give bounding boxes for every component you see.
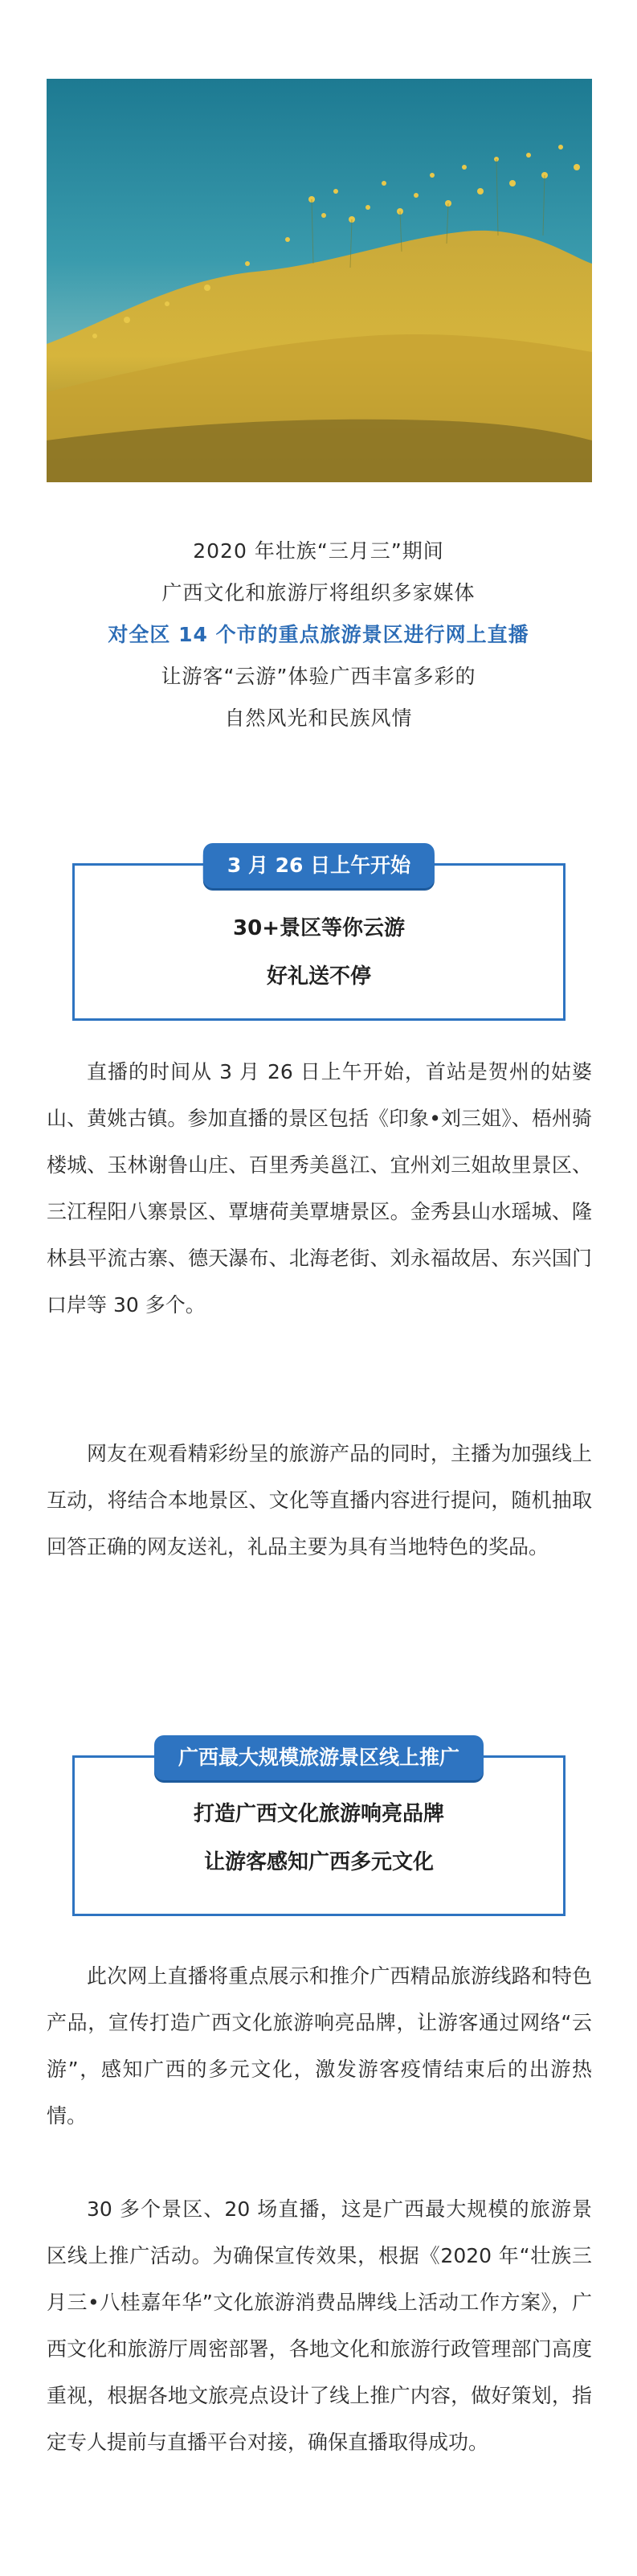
intro-line-2: 广西文化和旅游厅将组织多家媒体 [161,581,476,604]
intro-line-4: 让游客“云游”体验广西丰富多彩的 [161,665,476,688]
intro-line-1: 2020 年壮族“三月三”期间 [193,539,444,563]
callout-tab-start-date: 3 月 26 日上午开始 [203,843,435,888]
callout-line-1: 30+景区等你云游 [233,916,405,940]
callout-line-1: 打造广西文化旅游响亮品牌 [193,1802,444,1826]
callout-line-2: 让游客感知广西多元文化 [203,1850,434,1874]
paragraph-purpose: 此次网上直播将重点展示和推介广西精品旅游线路和特色产品，宣传打造广西文化旅游响亮品牌，让游客通过网络“云游”，感知广西的多元文化，激发游客疫情结束后的出游热情。 [47,1964,592,2128]
intro-line-5: 自然风光和民族风情 [224,706,413,730]
rapeseed-field-illustration [47,79,592,482]
callout-box-promotion [72,1746,566,1916]
callout-tab-promotion: 广西最大规模旅游景区线上推广 [154,1735,484,1780]
callout-line-2: 好礼送不停 [266,964,371,989]
intro-highlight-line: 对全区 14 个市的重点旅游景区进行网上直播 [108,623,529,646]
paragraph-scale: 30 多个景区、20 场直播，这是广西最大规模的旅游景区线上推广活动。为确保宣传效果，根据《2020 年“壮族三月三•八桂嘉年华”文化旅游消费品牌线上活动工作方案》，广西文化和旅游厅周密部署，各地文化和旅游行政管理部门高度重视，根据各地文旅亮点设计了线上推广内容，做好策划，指定专人提前与直播平台对接，确保直播取得成功。 [47,2197,592,2454]
callout-box-start-date [72,854,566,1021]
paragraph-schedule: 直播的时间从 3 月 26 日上午开始，首站是贺州的姑婆山、黄姚古镇。参加直播的景区包括《印象•刘三姐》、梧州骑楼城、玉林谢鲁山庄、百里秀美邕江、宜州刘三姐故里景区、三江程阳八寨景区、覃塘荷美覃塘景区。金秀县山水瑶城、隆林县平流古寨、德天瀑布、北海老街、刘永福故居、东兴国门口岸等 30 多个。 [47,1060,592,1317]
hero-image [47,79,592,482]
paragraph-interaction: 网友在观看精彩纷呈的旅游产品的同时，主播为加强线上互动，将结合本地景区、文化等直播内容进行提问，随机抽取回答正确的网友送礼，礼品主要为具有当地特色的奖品。 [47,1442,592,1558]
intro-block [0,530,637,739]
